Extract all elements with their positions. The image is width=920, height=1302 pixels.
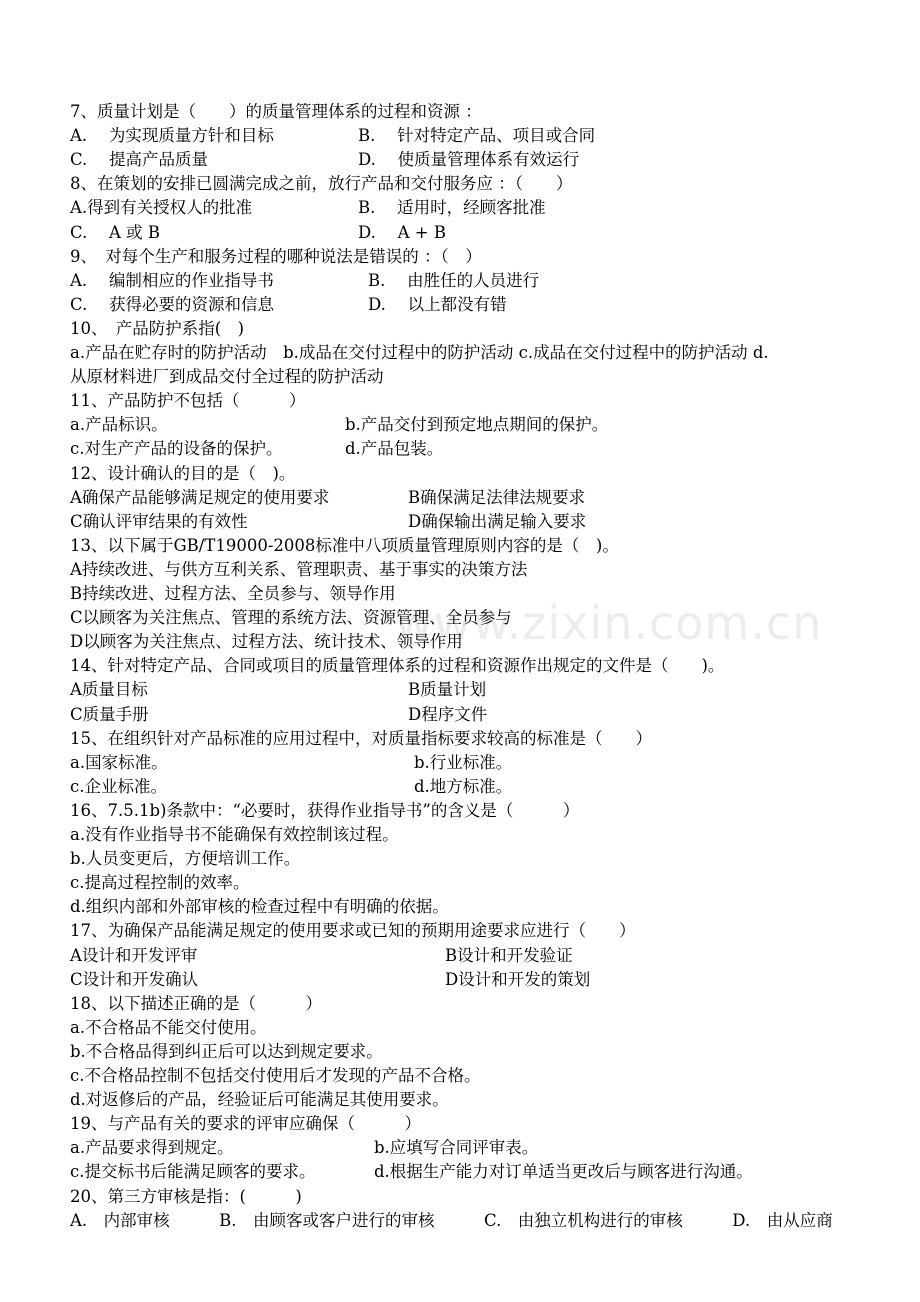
line-text: 16、7.5.1b)条款中：“必要时，获得作业指导书”的含义是（ ） <box>70 800 580 820</box>
option-left: A设计和开发评审 <box>70 945 198 965</box>
line-text: 13、以下属于GB/T19000-2008标准中八项质量管理原则内容的是（ )。 <box>70 535 619 555</box>
line-text: A. 内部审核 B. 由顾客或客户进行的审核 C. 由独立机构进行的审核 D. 由从应商 <box>70 1210 833 1230</box>
option-right: d.地方标准。 <box>414 776 513 796</box>
line-text: D以顾客为关注焦点、过程方法、统计技术、领导作用 <box>70 632 463 652</box>
option-right: D程序文件 <box>408 704 488 724</box>
option-left: A质量目标 <box>70 680 148 700</box>
line-text: d.对返修后的产品，经验证后可能满足其使用要求。 <box>70 1090 449 1110</box>
line-text: a.没有作业指导书不能确保有效控制该过程。 <box>70 825 399 844</box>
watermark: www.zixin.com.cn <box>395 596 823 650</box>
line-text: d.组织内部和外部审核的检查过程中有明确的依据。 <box>70 897 449 917</box>
line-text: 8、在策划的安排已圆满完成之前，放行产品和交付服务应 ：（ ） <box>70 174 573 194</box>
option-right: D设计和开发的策划 <box>445 969 591 989</box>
option-right: b.应填写合同评审表。 <box>374 1138 539 1158</box>
option-right: B确保满足法律法规要求 <box>408 487 586 507</box>
line-text: 17、为确保产品能满足规定的使用要求或已知的预期用途要求应进行（ ） <box>70 921 636 941</box>
option-right: b.行业标准。 <box>414 752 513 772</box>
line-text: C以顾客为关注焦点、管理的系统方法、资源管理、全员参与 <box>70 608 512 628</box>
line-text: a.不合格品不能交付使用。 <box>70 1017 267 1037</box>
option-left: a.产品要求得到规定。 <box>70 1138 234 1158</box>
line-text: b.人员变更后，方便培训工作。 <box>70 849 301 869</box>
line-text: c.不合格品控制不包括交付使用后才发现的产品不合格。 <box>70 1066 481 1085</box>
option-left: A.得到有关授权人的批准 <box>70 198 253 218</box>
option-right: D. 使质量管理体系有效运行 <box>358 150 580 170</box>
line-text: A持续改进、与供方互利关系、管理职责、基于事实的决策方法 <box>70 559 528 579</box>
line-text: c.提高过程控制的效率。 <box>70 873 250 893</box>
option-left: c.提交标书后能满足顾客的要求。 <box>70 1162 316 1182</box>
option-right: D. 以上都没有错 <box>368 294 507 314</box>
option-left: a.产品标识。 <box>70 415 168 435</box>
line-text: 12、设计确认的目的是（ )。 <box>70 463 296 483</box>
option-left: C质量手册 <box>70 704 149 724</box>
line-text: 19、与产品有关的要求的评审应确保（ ） <box>70 1114 421 1134</box>
option-right: B. 针对特定产品、项目或合同 <box>358 126 596 146</box>
option-right: D. A + B <box>358 222 446 242</box>
option-right: B质量计划 <box>408 680 487 700</box>
option-right: B. 由胜任的人员进行 <box>368 270 540 290</box>
option-left: C. 获得必要的资源和信息 <box>70 294 275 314</box>
option-left: c.企业标准。 <box>70 776 167 796</box>
line-text: 15、在组织针对产品标准的应用过程中，对质量指标要求较高的标准是（ ） <box>70 728 652 748</box>
line-text: 14、针对特定产品、合同或项目的质量管理体系的过程和资源作出规定的文件是（ )。 <box>70 656 725 676</box>
option-right: B设计和开发验证 <box>445 945 573 965</box>
line-text: 20、第三方审核是指：( ) <box>70 1186 302 1206</box>
option-left: A确保产品能够满足规定的使用要求 <box>70 487 330 507</box>
option-right: d.根据生产能力对订单适当更改后与顾客进行沟通。 <box>374 1162 753 1182</box>
line-text: 从原材料进厂到成品交付全过程的防护活动 <box>70 367 384 387</box>
line-text: 7、质量计划是（ ）的质量管理体系的过程和资源 ： <box>70 102 482 121</box>
option-left: C设计和开发确认 <box>70 969 199 989</box>
option-left: c.对生产产品的设备的保护。 <box>70 439 283 459</box>
option-right: b.产品交付到预定地点期间的保护。 <box>345 415 609 435</box>
option-right: D确保输出满足输入要求 <box>408 511 587 531</box>
option-left: C确认评审结果的有效性 <box>70 511 248 531</box>
option-left: a.国家标准。 <box>70 752 168 772</box>
option-right: B. 适用时，经顾客批准 <box>358 198 546 218</box>
line-text: b.不合格品得到纠正后可以达到规定要求。 <box>70 1041 383 1061</box>
line-text: 9、 对每个生产和服务过程的哪种说法是错误的 ：（ ） <box>70 246 482 266</box>
option-left: A. 为实现质量方针和目标 <box>70 126 274 146</box>
line-text: 18、以下描述正确的是（ ） <box>70 993 322 1013</box>
line-text: B持续改进、过程方法、全员参与、领导作用 <box>70 584 396 603</box>
option-right: d.产品包装。 <box>345 439 444 459</box>
line-text: 11、产品防护不包括（ ） <box>70 391 306 411</box>
option-left: C. 提高产品质量 <box>70 150 209 170</box>
option-left: C. A 或 B <box>70 222 161 242</box>
option-left: A. 编制相应的作业指导书 <box>70 270 274 290</box>
line-text: a.产品在贮存时的防护活动 b.成品在交付过程中的防护活动 c.成品在交付过程中的防护活动 d. <box>70 343 769 362</box>
line-text: 10、 产品防护系指( ) <box>70 318 245 338</box>
